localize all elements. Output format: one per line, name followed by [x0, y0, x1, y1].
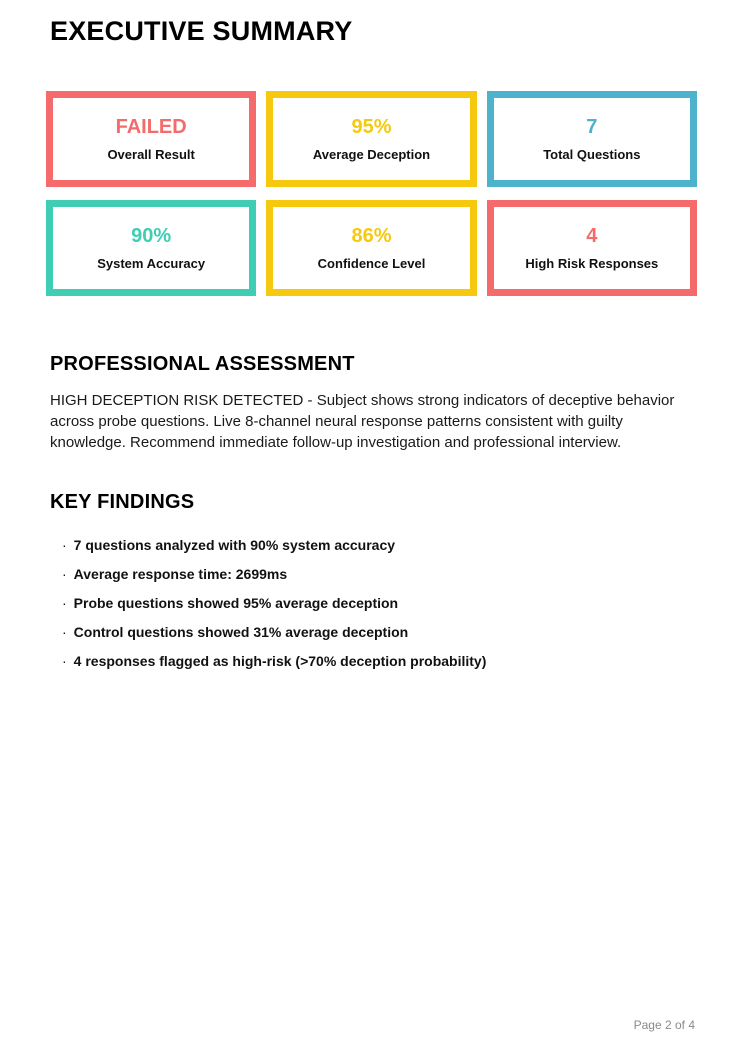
- findings-section-heading: KEY FINDINGS: [50, 491, 195, 513]
- finding-text: Average response time: 2699ms: [73, 566, 288, 582]
- stat-cards-grid: [46, 91, 697, 296]
- finding-text: 4 responses flagged as high-risk (>70% deception probability): [73, 653, 487, 669]
- bullet-dot-icon: ·: [62, 595, 67, 611]
- page-title: EXECUTIVE SUMMARY: [50, 16, 353, 46]
- finding-text: Control questions showed 31% average deception: [73, 624, 409, 640]
- bullet-dot-icon: ·: [62, 624, 67, 640]
- finding-item: [62, 567, 697, 581]
- stat-label: High Risk Responses: [525, 256, 659, 271]
- stat-card: [266, 200, 476, 296]
- finding-text: Probe questions showed 95% average deception: [73, 595, 399, 611]
- finding-item: [62, 596, 697, 610]
- bullet-dot-icon: ·: [62, 566, 67, 582]
- finding-text: 7 questions analyzed with 90% system accuracy: [73, 537, 396, 553]
- stat-value: FAILED: [115, 116, 187, 138]
- stat-label: System Accuracy: [97, 256, 206, 271]
- report-page: [0, 16, 743, 1060]
- stat-label: Average Deception: [312, 147, 431, 162]
- assessment-section-heading: PROFESSIONAL ASSESSMENT: [50, 353, 355, 375]
- stat-card: [46, 91, 256, 187]
- finding-item: [62, 654, 697, 668]
- stat-card: [487, 91, 697, 187]
- stat-value: 86%: [351, 225, 392, 247]
- page-number: Page 2 of 4: [633, 1018, 695, 1032]
- bullet-dot-icon: ·: [62, 653, 67, 669]
- finding-item: [62, 538, 697, 552]
- stat-value: 90%: [131, 225, 172, 247]
- stat-card: [266, 91, 476, 187]
- stat-label: Overall Result: [107, 147, 195, 162]
- finding-item: [62, 625, 697, 639]
- stat-value: 95%: [351, 116, 392, 138]
- findings-list: [62, 538, 697, 668]
- stat-label: Confidence Level: [317, 256, 426, 271]
- stat-card: [487, 200, 697, 296]
- stat-card: [46, 200, 256, 296]
- bullet-dot-icon: ·: [62, 537, 67, 553]
- stat-value: 7: [586, 116, 598, 138]
- assessment-body-text: HIGH DECEPTION RISK DETECTED - Subject shows strong indicators of deceptive behavior across probe questions. Live 8-channel neural response patterns consistent with guilty knowledge. Recommend immediate follow-up investigation and professional interview.: [50, 392, 675, 451]
- stat-label: Total Questions: [543, 147, 641, 162]
- stat-value: 4: [586, 225, 598, 247]
